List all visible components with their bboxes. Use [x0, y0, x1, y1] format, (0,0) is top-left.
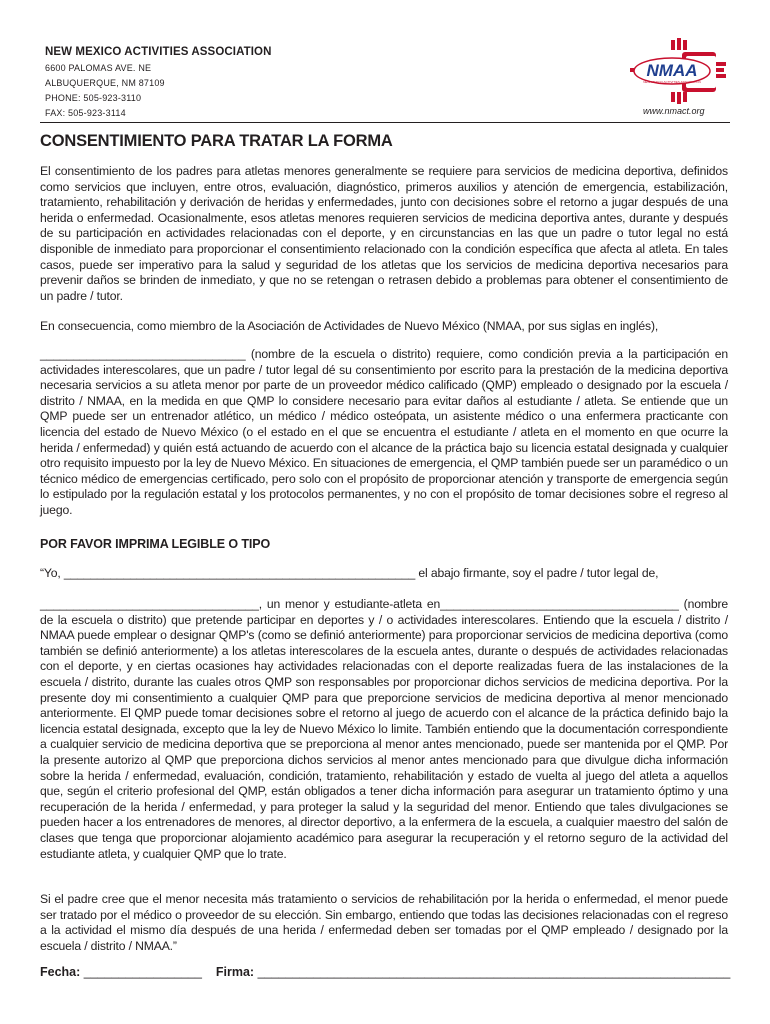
signature-row	[40, 965, 730, 979]
requirement-paragraph[interactable]: _______________________________ (nombre de la escuela o distrito) requiere, como condición previa a la participación en actividades interescolares, que un padre / tutor legal dé su consentimiento por escrito para la prestación de la medicina deportiva necesaria servicios a su atleta menor por parte de un proveedor médico calificado (QMP) empleado o designado por la escuela / distrito / NMAA, en la medida en que QMP lo considere necesario para evitar daños al estudiante / atleta. Se entiende que un QMP puede ser un entrenador atlético, un médico / médico osteópata, un asistente médico o una enfermera practicante con licencia del estado de Nuevo México (o el estado en el que se encuentra el estudiante / atleta en el momento en que ocurre la herida / enfermedad) y quién está actuando de acuerdo con el alcance de la práctica bajo su licencia estatal designada y cualquier otro requisito impuesto por la ley de Nuevo México. En situaciones de emergencia, el QMP también puede ser un paramédico o un técnico médico de emergencias certificado, pero solo con el propósito de proporcionar atención y transporte de emergencia según lo estipulado por la regulación estatal y los protocolos permanentes, y no con el propósito de tomar decisiones sobre el regreso al juego.	[40, 347, 728, 517]
website-url[interactable]: www.nmact.org	[643, 106, 705, 116]
header-divider	[40, 122, 730, 123]
logo-text: NMAA	[646, 61, 698, 80]
logo-subtext: NEW MEXICO ACTIVITIES ASSOCIATION	[643, 80, 701, 84]
intro-paragraph: El consentimiento de los padres para atletas menores generalmente se requiere para servicios de medicina deportiva, definidos como servicios que incluyen, entre otros, evaluación, diagnóstico, primeros auxilios y atención de emergencia, estabilización, tratamiento, rehabilitación y derivación de heridas y enfermedades, junto con decisiones sobre el retorno a jugar después de una herida o enfermedad. Ocasionalmente, esos atletas menores requieren servicios de medicina deportiva antes, durante y después de su participación en actividades relacionadas con el deporte, y en circunstancias en las que un padre o tutor legal no está disponible de inmediato para proporcionar el consentimiento relacionado con la condición específica que afecta al atleta. En tales casos, puede ser imperativo para la salud y seguridad de los atletas que los servicios de medicina deportiva necesarios para prevenir daños se brinden de inmediato, y que no se retengan o retrasen debido a problemas para obtener el consentimiento de un padre / tutor.	[40, 164, 728, 303]
guardian-name-line[interactable]: “Yo, _____________________________________________________ el abajo firmante, soy el padre / tutor legal de,	[40, 566, 659, 580]
treatment-paragraph: Si el padre cree que el menor necesita más tratamiento o servicios de rehabilitación por la herida o enfermedad, el menor puede ser tratado por el médico o proveedor de su elección. Sin embargo, entiendo que todas las decisiones relacionadas con el regreso a la actividad el mismo día después de una herida / enfermedad deben ser tomadas por el QMP empleado / designado por la escuela / distrito / NMAA.”	[40, 892, 728, 953]
phone-line: PHONE: 505-923-3110	[45, 93, 142, 103]
org-header	[45, 46, 272, 121]
date-label: Fecha:	[40, 965, 81, 979]
signature-label: Firma:	[215, 965, 255, 979]
org-address	[45, 61, 272, 121]
fax-line: FAX: 505-923-3114	[45, 108, 126, 118]
page-title: CONSENTIMIENTO PARA TRATAR LA FORMA	[40, 132, 393, 150]
membership-paragraph: En consecuencia, como miembro de la Asociación de Actividades de Nuevo México (NMAA, por sus siglas en inglés),	[40, 319, 659, 333]
org-name: NEW MEXICO ACTIVITIES ASSOCIATION	[45, 46, 272, 58]
address-line: 6600 PALOMAS AVE. NE	[45, 63, 152, 73]
date-field[interactable]: _________________	[83, 965, 202, 979]
nmaa-logo	[630, 38, 726, 104]
section-heading: POR FAVOR IMPRIMA LEGIBLE O TIPO	[40, 537, 271, 551]
signature-field[interactable]: ____________________________________________________________________	[257, 965, 731, 979]
address-line: ALBUQUERQUE, NM 87109	[45, 78, 165, 88]
consent-paragraph[interactable]: _________________________________, un menor y estudiante-atleta en____________________________________ (nombre de la escuela o distrito) que pretende participar en deportes y / o actividades interescolares. Entiendo que la escuela / distrito / NMAA puede emplear o designar QMP's (como se definió anteriormente) para proporcionar servicios de medicina deportiva (como también se definió anteriormente) a los atletas interescolares de la escuela antes, durante o después de actividades relacionadas con el deporte, y en ciertas ocasiones hay actividades relacionadas con el deporte realizadas fuera de las instalaciones de la escuela / distrito, durante las cuales otros QMP son responsables por proporcionar dichos servicios de medicina deportiva. Por la presente doy mi consentimiento a cualquier QMP para que preporcione servicios de medicina deportiva al menor mencionado anteriormente. El QMP puede tomar decisiones sobre el retorno al juego de acuerdo con el alcance de la práctica definido bajo la licencia estatal designada, excepto que la ley de Nuevo México lo limite. También entiendo que la documentación correspondiente a cualquier servicio de medicina deportiva que se preporciona al menor antes mencionado, puede ser mantenida por el QMP. Por la presente autorizo al QMP que preporciona dichos servicios al menor antes mencionado para que divulgue dicha información sobre la herida / enfermedad, evaluación, condición, tratamiento, rehabilitación y estado de vuelta al juego del atleta a aquellos que, según el criterio profesional del QMP, están obligados a tener dicha información para asegurar un tratamiento óptimo y una recuperación de la herida / enfermedad, y para proteger la salud y la seguridad del menor. Entiendo que tales divulgaciones se pueden hacer a los entrenadores de menores, al director deportivo, a la enfermera de la escuela, a cualquier maestro del salón de clases que tenga que proporcionar alojamiento académico para asegurar la recuperación y el retorno seguro de la actividad del estudiante atleta, y cualquier QMP que lo trate.	[40, 597, 728, 861]
